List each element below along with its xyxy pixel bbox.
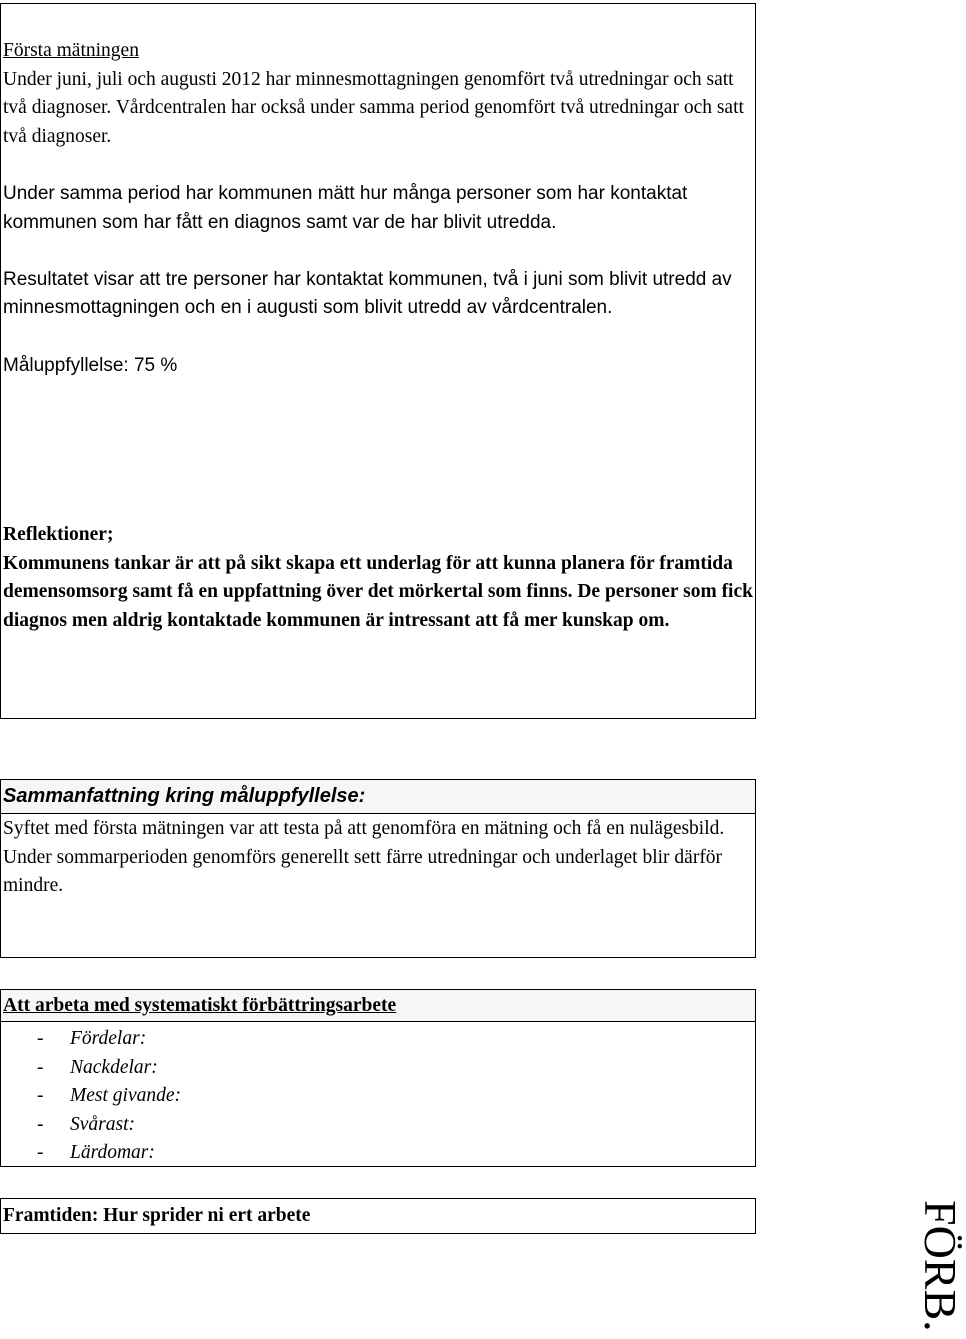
list-item: - Lärdomar: (37, 1142, 155, 1164)
list-item: - Svårast: (37, 1113, 135, 1135)
measurement-box (0, 3, 756, 719)
summary-heading: Sammanfattning kring måluppfyllelse: (1, 780, 755, 814)
reflections-text: Kommunens tankar är att på sikt skapa ett underlag för att kunna planera för framtida demensomsorg samt få en uppfattning över det mörkertal som finns. De personer som fick diagnos men aldrig kontaktade kommunen är intressant att få mer kunskap om. (3, 552, 753, 631)
improvement-heading: Att arbeta med systematiskt förbättringsarbete (1, 990, 755, 1022)
list-item: - Mest givande: (37, 1085, 182, 1107)
list-item: - Nackdelar: (37, 1056, 158, 1078)
future-box (0, 1198, 756, 1234)
future-heading: Framtiden: Hur sprider ni ert arbete (3, 1205, 311, 1226)
side-rotated-text: FÖRB. (915, 1200, 966, 1332)
improvement-box (0, 989, 756, 1167)
goal-fulfillment: Måluppfyllelse: 75 % (3, 354, 178, 376)
measurement-paragraph-3: Resultatet visar att tre personer har kontaktat kommunen, två i juni som blivit utredd av minnesmottagningen och en i augusti som blivit utredd av vårdcentralen. (3, 268, 732, 319)
measurement-paragraph-2: Under samma period har kommunen mätt hur många personer som har kontaktat kommunen som har fått en diagnos samt var de har blivit utredda. (3, 182, 688, 233)
measurement-heading: Första mätningen (3, 40, 139, 61)
reflections-heading: Reflektioner; (3, 524, 114, 546)
list-item: - Fördelar: (37, 1028, 147, 1049)
improvement-list (1, 1025, 755, 1168)
summary-text: Syftet med första mätningen var att testa på att genomföra en mätning och få en nulägesbild. Under sommarperioden genomförs generellt sett färre utredningar och underlaget blir därför mindre. (3, 818, 725, 897)
summary-box (0, 779, 756, 958)
measurement-paragraph-1: Under juni, juli och augusti 2012 har minnesmottagningen genomfört två utredningar och satt två diagnoser. Vårdcentralen har också under samma period genomfört två utredningar och satt två diagnoser. (3, 68, 744, 147)
